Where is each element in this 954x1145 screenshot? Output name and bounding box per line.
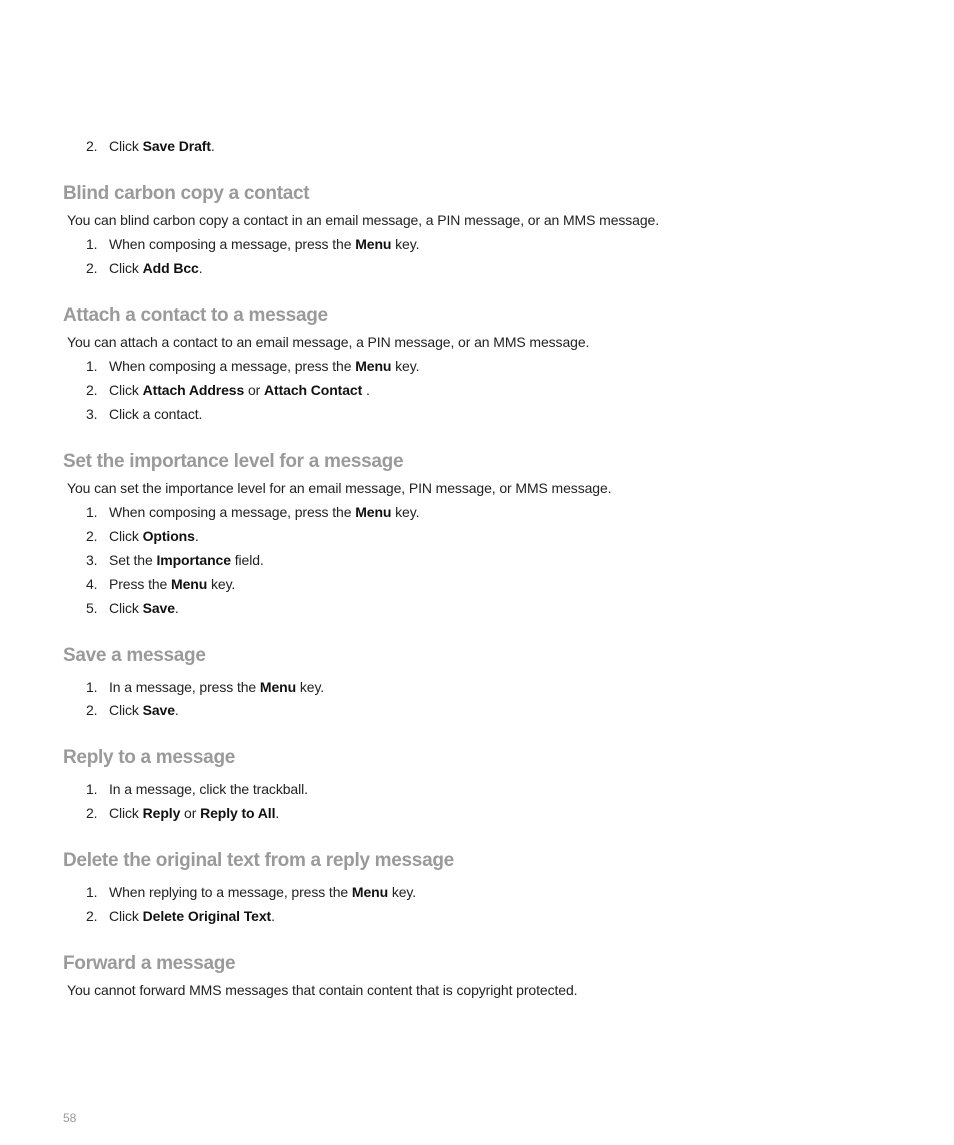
intro-blind-carbon-copy: You can blind carbon copy a contact in an email message, a PIN message, or an MMS message. [67, 212, 660, 228]
step-save-1: 1. In a message, press the Menu key. [86, 679, 325, 695]
step-importance-5: 5. Click Save. [86, 600, 179, 616]
step-delete-2: 2. Click Delete Original Text. [86, 908, 275, 924]
heading-blind-carbon-copy: Blind carbon copy a contact [63, 183, 310, 204]
step-save-2: 2. Click Save. [86, 702, 179, 718]
heading-forward-message: Forward a message [63, 953, 236, 974]
step-reply-1: 1. In a message, click the trackball. [86, 781, 308, 797]
step-reply-2: 2. Click Reply or Reply to All. [86, 805, 280, 821]
intro-attach-contact: You can attach a contact to an email message, a PIN message, or an MMS message. [67, 334, 590, 350]
step-importance-3: 3. Set the Importance field. [86, 552, 264, 568]
heading-delete-original-text: Delete the original text from a reply message [63, 850, 454, 871]
step-importance-2: 2. Click Options. [86, 528, 199, 544]
heading-reply-message: Reply to a message [63, 747, 236, 768]
step-attach-2: 2. Click Attach Address or Attach Contact . [86, 382, 370, 398]
step-delete-1: 1. When replying to a message, press the Menu key. [86, 884, 417, 900]
step-save-draft: 2. Click Save Draft. [86, 138, 215, 154]
step-importance-4: 4. Press the Menu key. [86, 576, 236, 592]
intro-forward-message: You cannot forward MMS messages that contain content that is copyright protected. [67, 982, 578, 998]
step-importance-1: 1. When composing a message, press the Menu key. [86, 504, 420, 520]
step-attach-3: 3. Click a contact. [86, 406, 203, 422]
heading-save-message: Save a message [63, 645, 206, 666]
step-attach-1: 1. When composing a message, press the Menu key. [86, 358, 420, 374]
intro-importance-level: You can set the importance level for an email message, PIN message, or MMS message. [67, 480, 612, 496]
heading-importance-level: Set the importance level for a message [63, 451, 404, 472]
page-number: 58 [63, 1111, 77, 1125]
step-bcc-1: 1. When composing a message, press the Menu key. [86, 236, 420, 252]
heading-attach-contact: Attach a contact to a message [63, 305, 328, 326]
step-bcc-2: 2. Click Add Bcc. [86, 260, 203, 276]
